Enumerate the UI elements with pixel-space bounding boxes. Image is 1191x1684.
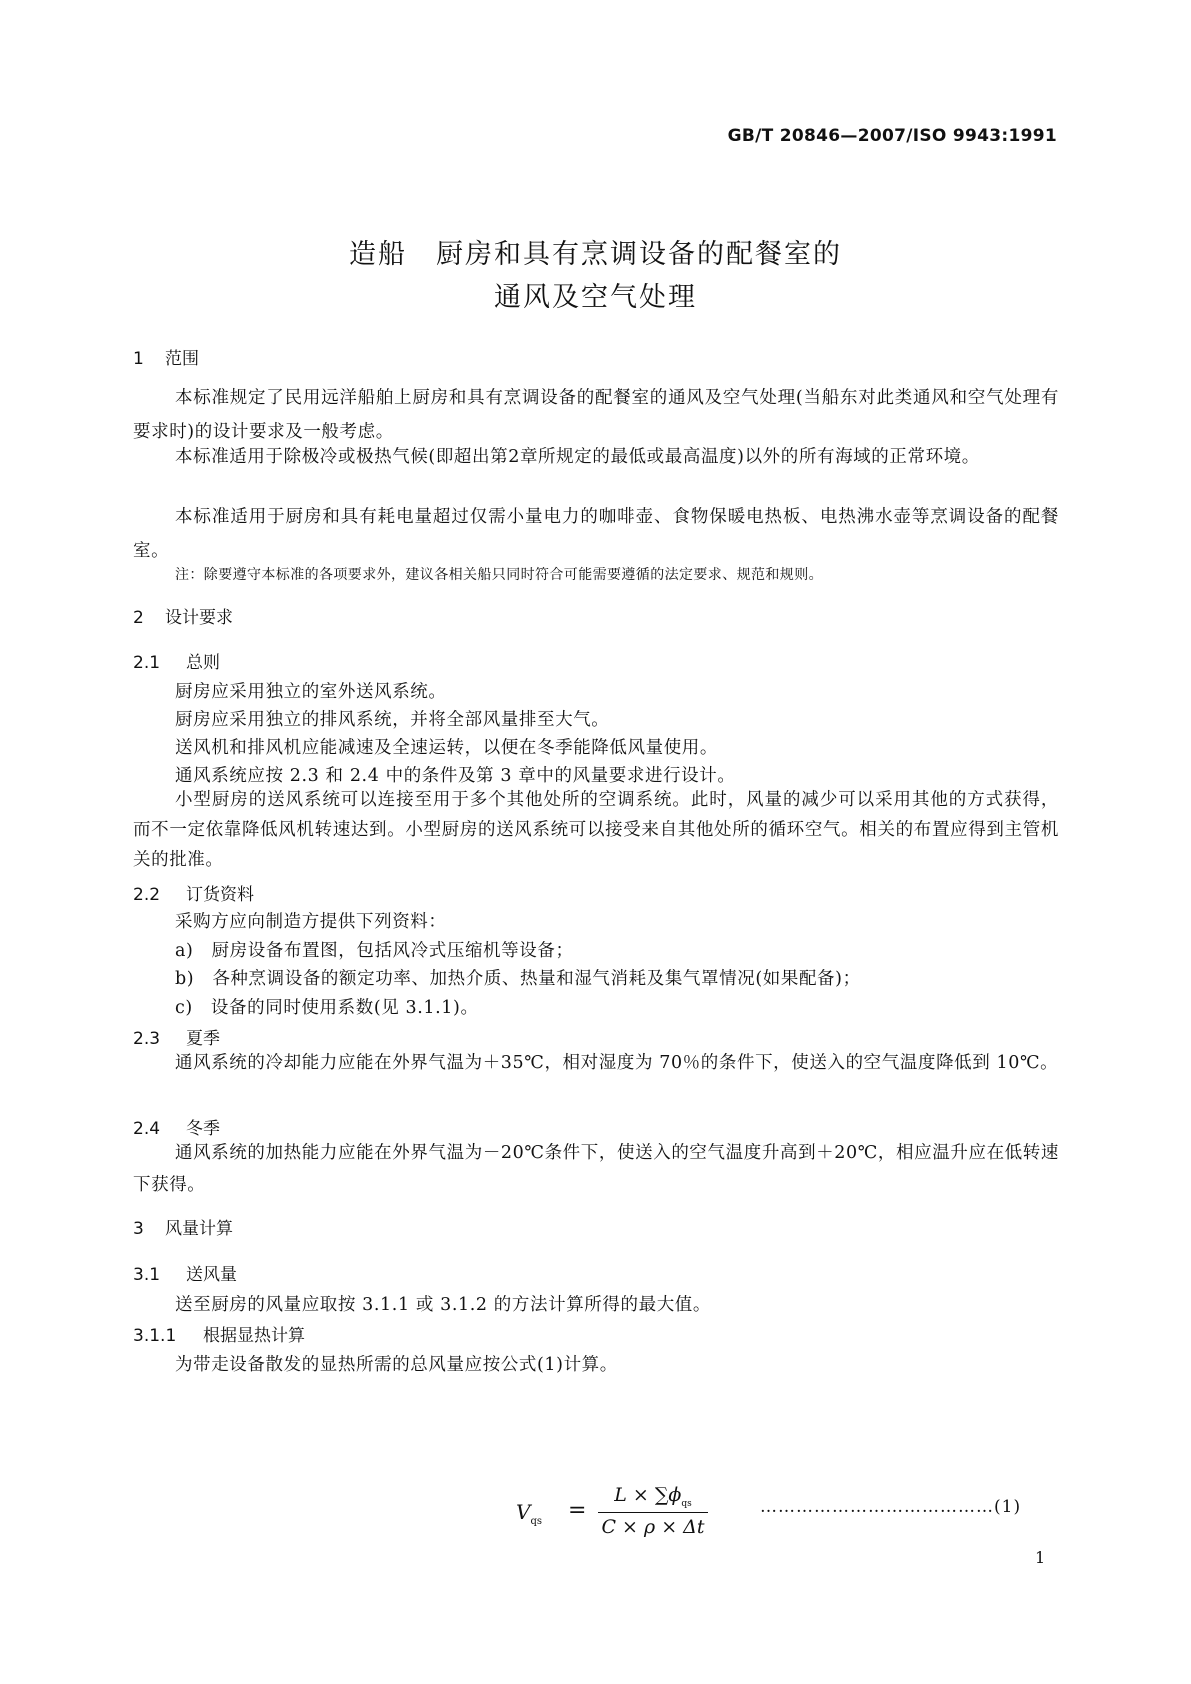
section-number: 2.3: [133, 1029, 161, 1049]
section-3-1-line-1: 送至厨房的风量应取按 3.1.1 或 3.1.2 的方法计算所得的最大值。: [175, 1295, 712, 1315]
section-2-4-heading: [133, 1114, 220, 1139]
section-1-paragraph-1: 本标准规定了民用远洋船舶上厨房和具有烹调设备的配餐室的通风及空气处理(当船东对此类通风和空气处理有要求时)的设计要求及一般考虑。: [133, 388, 1059, 442]
document-title-line-1: 造船 厨房和具有烹调设备的配餐室的: [349, 239, 842, 270]
section-title: 夏季: [186, 1029, 220, 1049]
formula-lhs: [516, 1500, 542, 1527]
formula-denominator: C × ρ × Δt: [601, 1515, 705, 1538]
page-number: 1: [1035, 1548, 1046, 1567]
section-1-heading: [133, 344, 199, 369]
document-title-line-2: 通风及空气处理: [494, 282, 697, 313]
section-2-1-heading: [133, 648, 220, 673]
section-number: 2.2: [133, 885, 161, 905]
formula-equals: =: [568, 1498, 587, 1523]
section-2-4-paragraph: 通风系统的加热能力应能在外界气温为－20℃条件下，使送入的空气温度升高到＋20℃，相应温升应在低转速下获得。: [133, 1143, 1059, 1195]
section-title: 订货资料: [186, 885, 254, 905]
section-2-1-paragraph-5: 小型厨房的送风系统可以连接至用于多个其他处所的空调系统。此时，风量的减少可以采用其他的方式获得，而不一定依靠降低风机转速达到。小型厨房的送风系统可以接受来自其他处所的循环空气。相关的布置应得到主管机关的批准。: [133, 790, 1059, 870]
section-2-2-item-b: b) 各种烹调设备的额定功率、加热介质、热量和湿气消耗及集气罩情况(如果配备)；: [175, 969, 861, 989]
section-title: 冬季: [186, 1119, 220, 1139]
section-2-2-item-c: c) 设备的同时使用系数(见 3.1.1)。: [175, 998, 479, 1018]
section-title: 总则: [186, 653, 220, 673]
formula-lhs-symbol: V: [516, 1500, 531, 1524]
section-title: 送风量: [186, 1265, 237, 1285]
formula-lhs-subscript: qs: [530, 1516, 542, 1527]
section-number: 2.4: [133, 1119, 161, 1139]
section-2-2-heading: [133, 880, 254, 905]
section-number: 2: [133, 608, 144, 628]
section-2-1-line-1: 厨房应采用独立的室外送风系统。: [175, 682, 447, 702]
section-2-3-paragraph: 通风系统的冷却能力应能在外界气温为＋35℃，相对湿度为 70％的条件下，使送入的空气温度降低到 10℃。: [175, 1053, 1059, 1073]
section-number: 3.1: [133, 1265, 161, 1285]
section-2-3-heading: [133, 1024, 220, 1049]
section-2-1-line-2: 厨房应采用独立的排风系统，并将全部风量排至大气。: [175, 710, 610, 730]
section-2-heading: [133, 603, 233, 628]
section-1-paragraph-3: 本标准适用于厨房和具有耗电量超过仅需小量电力的咖啡壶、食物保暖电热板、电热沸水壶等烹调设备的配餐室。: [133, 507, 1059, 561]
section-number: 2.1: [133, 653, 161, 673]
standard-code: GB/T 20846—2007/ISO 9943:1991: [727, 126, 1057, 146]
section-2-2-line-1: 采购方应向制造方提供下列资料：: [175, 912, 447, 932]
section-title: 风量计算: [165, 1219, 233, 1239]
formula-number: …………………………………(1): [760, 1497, 1022, 1517]
section-number: 3: [133, 1219, 144, 1239]
section-2-1-line-4: 通风系统应按 2.3 和 2.4 中的条件及第 3 章中的风量要求进行设计。: [175, 766, 736, 786]
section-1-note: 注：除要遵守本标准的各项要求外，建议各相关船只同时符合可能需要遵循的法定要求、规范和规则。: [175, 567, 823, 583]
section-3-1-1-heading: [133, 1321, 305, 1346]
section-3-heading: [133, 1214, 233, 1239]
section-1-paragraph-2: 本标准适用于除极冷或极热气候(即超出第2章所规定的最低或最高温度)以外的所有海域的正常环境。: [175, 447, 980, 467]
section-2-2-item-a: a) 厨房设备布置图，包括风冷式压缩机等设备；: [175, 941, 574, 961]
section-number: 1: [133, 349, 144, 369]
section-3-1-1-line-1: 为带走设备散发的显热所需的总风量应按公式(1)计算。: [175, 1355, 618, 1375]
formula-numerator-subscript: qs: [681, 1498, 692, 1509]
section-2-1-line-3: 送风机和排风机应能减速及全速运转，以便在冬季能降低风量使用。: [175, 738, 718, 758]
section-number: 3.1.1: [133, 1326, 177, 1346]
formula-fraction: [598, 1484, 708, 1538]
section-3-1-heading: [133, 1260, 237, 1285]
section-title: 范围: [165, 349, 199, 369]
formula-numerator-text: L × ∑ϕ: [614, 1484, 682, 1506]
formula-numerator: [598, 1484, 708, 1513]
section-title: 设计要求: [165, 608, 233, 628]
section-title: 根据显热计算: [203, 1326, 305, 1346]
